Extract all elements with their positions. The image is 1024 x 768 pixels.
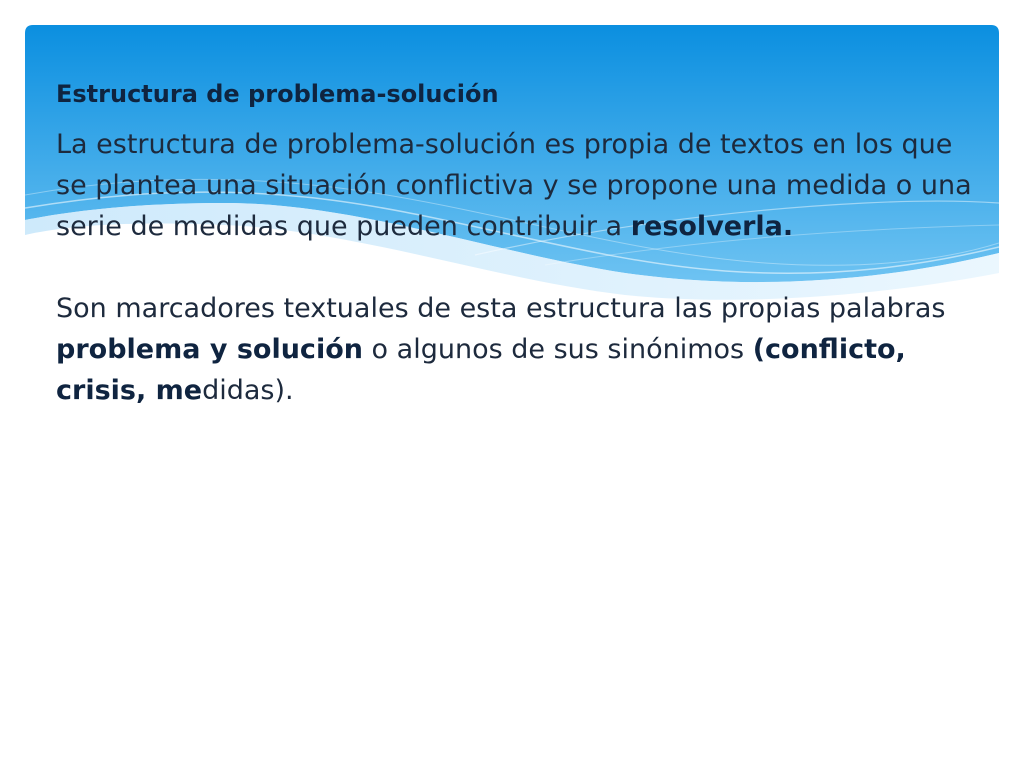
paragraph-definition-bold: resolverla. bbox=[630, 210, 794, 242]
paragraph-definition-text: La estructura de problema-solución es propia de textos en los que se plantea una situación conflictiva y se propone una medida o una serie de medidas que pueden contribuir a bbox=[56, 128, 972, 242]
slide-content bbox=[56, 78, 976, 411]
paragraph-markers-bold-1: problema y solución bbox=[56, 333, 363, 365]
paragraph-markers-text-3: didas). bbox=[202, 374, 294, 406]
paragraph-definition bbox=[56, 124, 976, 247]
paragraph-markers bbox=[56, 288, 976, 411]
paragraph-markers-bold-2: (conflicto, crisis, me bbox=[56, 333, 906, 406]
slide-heading: Estructura de problema-solución bbox=[56, 80, 499, 108]
paragraph-markers-text-1: Son marcadores textuales de esta estructura las propias palabras bbox=[56, 292, 946, 324]
paragraph-markers-text-2: o algunos de sus sinónimos bbox=[362, 333, 753, 365]
